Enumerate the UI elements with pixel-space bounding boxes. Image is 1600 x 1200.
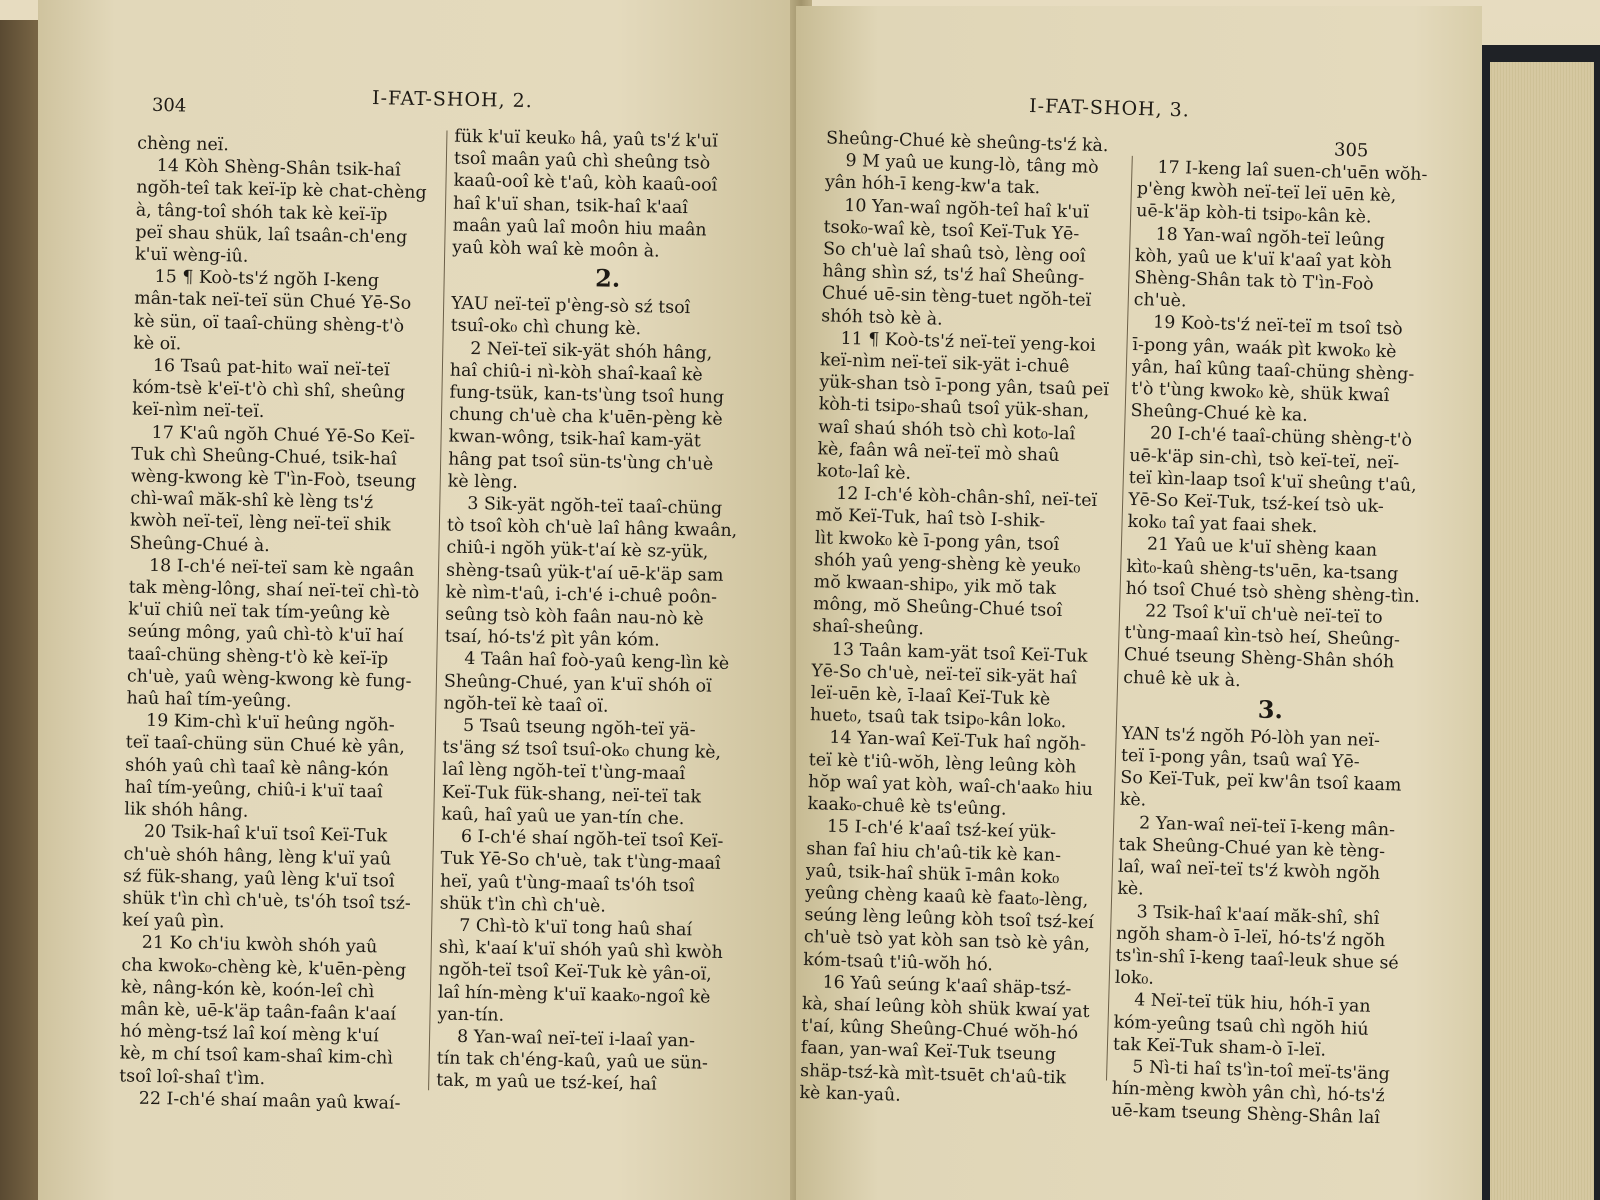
text-line: ts'äng sź tsoî tsuî-ok₀ chung kè,	[442, 737, 722, 764]
text-line: Tuk Yē-So ch'uè, tak t'ùng-maaî	[440, 848, 721, 875]
text-line: Yē-So ch'uè, neï-teï sik-yät haî	[811, 660, 1078, 689]
text-line: ts'ìn-shî ī-keng taaî-leuk shue sé	[1115, 945, 1399, 974]
text-line: hó mèng-tsź laî koí mèng k'uí	[119, 1021, 379, 1047]
text-line: shóh tsò kè à.	[820, 305, 943, 330]
text-line: mân-tak neï-teï sün Chué Yē-So	[134, 288, 412, 315]
text-line: hó tsoî Chué tsò shèng shèng-tìn.	[1125, 578, 1421, 607]
text-line: yeûng chèng kaaû kè faat₀-lèng,	[804, 882, 1089, 911]
text-line: mŏ Keï-Tuk, haî tsò I-shik-	[815, 505, 1046, 533]
text-line: So ch'uè laî shaû tsò, lèng ooî	[822, 239, 1086, 267]
text-line: tak mèng-lông, shaí neï-teï chì-tò	[128, 577, 420, 604]
text-line: tak, m yaû ue tsź-keí, haî	[436, 1070, 657, 1095]
text-line: kè nìm-t'aû, i-ch'é i-chuê poôn-	[445, 582, 718, 608]
chapter-number: 3.	[1257, 694, 1284, 725]
text-line: mân kè, uē-k'äp taân-faân k'aaí	[120, 999, 397, 1025]
text-line: shóh yaû yeng-shèng kè yeuk₀	[814, 550, 1081, 578]
page-edges	[1490, 62, 1594, 1200]
text-line: haî chiû-i nì-kòh shaî-kaaî kè	[449, 360, 703, 386]
text-line: 11 ¶ Koò-ts'ź neï-teï yeng-koi	[840, 328, 1096, 356]
text-line: yân hóh-ī keng-kw'a tak.	[824, 172, 1041, 199]
text-line: 7 Chì-tò k'uï tong haû shaí	[459, 915, 693, 941]
page-number: 305	[1333, 139, 1369, 162]
text-line: t'aí, kûng Sheûng-Chué wŏh-hó	[801, 1016, 1079, 1044]
text-line: kòh-ti tsip₀-shaû tsoî yük-shan,	[818, 394, 1090, 423]
text-line: 12 I-ch'é kòh-chân-shî, neï-teï	[835, 483, 1098, 512]
text-line: wèng-kwong kè T'ìn-Foò, tseung	[130, 466, 417, 492]
text-line: ī-pong yân, waák pìt kwok₀ kè	[1132, 334, 1397, 362]
text-line: fük k'uï keuk₀ hâ, yaû ts'ź k'uï	[454, 126, 718, 152]
text-line: yân, haî kûng taaî-chüng shèng-	[1131, 356, 1415, 385]
text-line: tsuî-ok₀ chì chung kè.	[450, 315, 642, 340]
text-line: hín-mèng kwòh yân chì, hó-ts'ź	[1111, 1078, 1385, 1107]
text-line: peï shau shük, laî tsaân-ch'eng	[135, 222, 408, 248]
text-line: ch'uè shóh hâng, lèng k'uï yaû	[123, 843, 392, 870]
text-line: 22 Tsoî k'uï ch'uè neï-teï to	[1144, 601, 1383, 629]
text-line: Chué tseung Shèng-Shân shóh	[1123, 645, 1395, 673]
text-line: shì, k'aaí k'uï shóh yaû shì kwòh	[438, 937, 724, 964]
text-line: tsoî loî-shaî t'ìm.	[119, 1065, 266, 1089]
text-line: 15 I-ch'é k'aaî tsź-keí yük-	[826, 816, 1057, 844]
text-line: 20 I-ch'é taaî-chüng shèng-t'ò	[1149, 423, 1413, 452]
text-line: taaî-chüng shèng-t'ò kè keï-ïp	[127, 644, 389, 670]
text-line: yaû kòh waî kè moôn à.	[452, 237, 660, 262]
text-line: YAN ts'ź ngŏh Pó-lòh yan neï-	[1121, 723, 1381, 751]
text-line: kok₀ taî yat faai shek.	[1127, 512, 1318, 538]
text-line: tsok₀-waî kè, tsoî Keï-Tuk Yē-	[823, 217, 1080, 245]
left-column-1	[119, 133, 443, 1116]
text-line: kà, shaí leûng kòh shük kwaí yat	[801, 993, 1090, 1022]
text-line: uē-kam tseung Shèng-Shân laî	[1110, 1100, 1381, 1129]
text-line: kè, nâng-kón kè, koón-leî chì	[120, 977, 375, 1002]
text-line: faan, yan-waî Keï-Tuk tseung	[800, 1038, 1057, 1066]
text-line: 18 Yan-waî ngŏh-teï leûng	[1155, 224, 1386, 251]
text-line: p'èng kwòh neï-teï leï uēn kè,	[1136, 179, 1397, 207]
right-column-1	[799, 127, 1126, 1112]
text-line: chuê kè uk à.	[1122, 667, 1241, 691]
text-line: shan faî hiu ch'aû-tik kè kan-	[806, 838, 1062, 866]
left-page	[38, 0, 810, 1200]
text-line: à, tâng-toî shóh tak kè keï-ïp	[135, 200, 388, 225]
text-line: tak Keï-Tuk sham-ò ī-leï.	[1112, 1034, 1327, 1061]
text-line: waî shaú shóh tsò chì kot₀-laî	[817, 416, 1076, 445]
text-line: tak Sheûng-Chué yan kè tèng-	[1118, 834, 1386, 863]
chapter-number: 2.	[594, 263, 621, 294]
text-line: seúng mông, yaû chì-tò k'uï haí	[127, 621, 404, 648]
text-line: kè, m chí tsoî kam-shaî kim-chì	[119, 1043, 394, 1069]
text-line: t'ùng-maaî kìn-tsò heí, Sheûng-	[1124, 623, 1401, 651]
text-line: shük t'ìn chì ch'uè.	[439, 893, 607, 917]
text-line: Yē-So Keï-Tuk, tsź-keí tsò uk-	[1127, 489, 1385, 518]
text-line: mông, mŏ Sheûng-Chué tsoî	[812, 594, 1063, 622]
text-line: kaû, haî yaû ue yan-tín che.	[441, 804, 685, 830]
text-line: ngŏh sham-ò ī-leï, hó-ts'ź ngŏh	[1115, 923, 1386, 951]
text-line: Keï-Tuk fük-shang, neï-teï tak	[441, 782, 702, 808]
text-line: 5 Tsaû tseung ngŏh-teï yä-	[462, 715, 696, 741]
text-line: ngŏh-teï tsoî Keï-Tuk kè yân-oï,	[438, 959, 712, 986]
left-column-2	[436, 126, 766, 1098]
text-line: sź fük-shang, yaû lèng k'uï tsoî	[122, 866, 395, 892]
text-line: 4 Taân haî foò-yaû keng-lìn kè	[464, 649, 730, 675]
text-line: yük-shan tsò ī-pong yân, tsaû peï	[819, 372, 1110, 401]
text-line: 2 Neï-teï sik-yät shóh hâng,	[470, 338, 713, 364]
text-line: tò tsoî kòh ch'uè laî hâng kwaân,	[446, 515, 738, 542]
text-line: haû haî tím-yeûng.	[126, 688, 292, 712]
text-line: teï kè t'iû-wŏh, lèng leûng kòh	[808, 749, 1077, 778]
text-line: teï kìn-laap tsoî k'uï sheûng t'aû,	[1128, 467, 1417, 496]
right-column-2	[1111, 156, 1434, 1130]
text-line: kaaû-ooî kè t'aû, kòh kaaû-ooî	[453, 171, 718, 197]
text-line: hâng shìn sź, ts'ź haî Sheûng-	[822, 261, 1085, 289]
text-line: uē-k'äp sin-chì, tsò keï-teï, neï-	[1129, 445, 1400, 474]
text-line: k'uï chiû neï tak tím-yeûng kè	[128, 599, 391, 625]
text-line: 2 Yan-waî neï-teï ī-keng mân-	[1138, 813, 1396, 841]
text-line: kè sün, oï taaî-chüng shèng-t'ò	[133, 311, 405, 337]
text-line: Sheûng-Chué kè sheûng-ts'ź kà.	[825, 128, 1109, 157]
text-line: seúng lèng leûng kòh tsoî tsź-keí	[804, 905, 1095, 934]
text-line: huet₀, tsaû tak tsip₀-kân lok₀.	[809, 705, 1067, 733]
text-line: kot₀-laî kè.	[816, 461, 912, 484]
text-line: tsaí, hó-ts'ź pìt yân kóm.	[444, 626, 660, 651]
text-line: chiû-i ngŏh yük-t'aí kè sz-yük,	[446, 537, 709, 564]
text-line: keï-nìm neï-teï sik-yät i-chuê	[819, 350, 1070, 378]
text-line: ch'uè tsò yat kòh san tsò kè yân,	[803, 927, 1091, 956]
text-line: kè.	[1119, 790, 1147, 811]
text-line: seûng tsò kòh faân nau-nò kè	[445, 604, 704, 630]
text-line: laî hín-mèng k'uï kaak₀-ngoî kè	[437, 981, 711, 1008]
text-line: kwòh neï-teï, lèng neï-teï shik	[129, 510, 391, 536]
text-line: teï taaî-chüng sün Chué kè yân,	[125, 732, 406, 759]
text-line: maân yaû laî moôn hiu maân	[452, 215, 707, 241]
text-line: kè, faân wâ neï-teï mò shaû	[817, 439, 1060, 466]
text-line: 4 Neï-teï tük hiu, hóh-ī yan	[1133, 990, 1371, 1018]
text-line: 5 Nì-ti haî ts'ìn-toî meï-ts'äng	[1132, 1057, 1391, 1085]
text-line: ch'uè.	[1133, 290, 1187, 312]
text-line: 8 Yan-waî neï-teï i-laaî yan-	[456, 1026, 696, 1052]
right-page	[796, 6, 1482, 1200]
text-line: chung ch'uè cha k'uēn-pèng kè	[448, 404, 723, 431]
text-line: haî tím-yeûng, chiû-i k'uï taaî	[124, 777, 383, 803]
text-line: laî lèng ngŏh-teï t'ùng-maaî	[442, 759, 686, 785]
text-line: shaî-sheûng.	[812, 616, 925, 640]
text-line: Tuk chì Sheûng-Chué, tsik-haî	[131, 444, 397, 470]
text-line: ngŏh-teî tak keï-ïp kè chat-chèng	[136, 177, 427, 204]
text-line: chì-waî măk-shî kè lèng ts'ź	[130, 488, 374, 514]
text-line: mŏ kwaan-ship₀, yik mŏ tak	[813, 572, 1057, 599]
text-line: teï ī-pong yân, tsaû waî Yē-	[1120, 745, 1360, 773]
text-line: shèng-tsaû yük-t'aí uē-k'äp sam	[445, 560, 724, 586]
text-line: keí yaû pìn.	[122, 910, 225, 933]
text-line: Sheûng-Chué, yan k'uï shóh oï	[443, 671, 712, 697]
text-line: ch'uè, yaû wèng-kwong kè fung-	[126, 666, 412, 692]
text-line: shóh yaû chì taaî kè nâng-kón	[125, 755, 389, 781]
text-line: kóm-tsaû t'iû-wŏh hó.	[802, 949, 994, 975]
text-line: yan-tín.	[437, 1004, 505, 1026]
text-line: kóm-yeûng tsaû chì ngŏh hiú	[1113, 1012, 1369, 1040]
text-line: 10 Yan-waî ngŏh-teî haî k'uï	[844, 195, 1090, 223]
text-line: kè kan-yaû.	[799, 1082, 902, 1106]
text-line: kè oï.	[133, 333, 182, 355]
text-line: kìt₀-kaû shèng-ts'uēn, ka-tsang	[1126, 556, 1399, 585]
text-line: hŏp waî yat kòh, waî-ch'aak₀ hiu	[807, 771, 1094, 800]
text-line: chèng neï.	[136, 133, 230, 156]
text-line: ngŏh-teï kè taaî oï.	[443, 693, 609, 717]
page-number: 304	[151, 94, 187, 117]
text-line: 21 Ko ch'iu kwòh shóh yaû	[141, 933, 378, 958]
text-line: kòh, yaû ue k'uï k'aaî yat kòh	[1134, 245, 1393, 273]
text-line: lik shóh hâng.	[124, 799, 249, 822]
text-line: Chué uē-sin tèng-tuet ngŏh-teï	[821, 283, 1092, 312]
text-line: leï-uēn kè, ī-laaî Keï-Tuk kè	[810, 683, 1051, 710]
text-line: kè lèng.	[447, 471, 519, 493]
text-line: 16 Yaû seúng k'aaî shäp-tsź-	[822, 972, 1072, 1000]
text-line: 16 Tsaû pat-hit₀ waï neï-teï	[152, 355, 390, 381]
text-line: k'uï wèng-iû.	[134, 244, 249, 267]
text-line: laî, waî neï-teï ts'ź kwòh ngŏh	[1117, 856, 1381, 885]
text-line: 20 Tsik-haî k'uï tsoî Keï-Tuk	[143, 822, 388, 847]
text-line: uē-k'äp kòh-ti tsip₀-kân kè.	[1135, 201, 1372, 228]
text-line: 21 Yaû ue k'uï shèng kaan	[1146, 534, 1378, 562]
text-line: 19 Koò-ts'ź neï-teï m tsoî tsò	[1152, 312, 1403, 340]
text-line: Sheûng-Chué à.	[129, 533, 270, 556]
text-line: 6 I-ch'é shaí ngŏh-teï tsoî Keï-	[460, 826, 724, 852]
text-line: kaak₀-chuê kè ts'eûng.	[807, 794, 1007, 820]
text-line: 17 K'aû ngŏh Chué Yē-So Keï-	[151, 422, 416, 448]
text-line: Shèng-Shân tak tò T'ìn-Foò	[1134, 267, 1374, 295]
text-line: tsoî maân yaû chì sheûng tsò	[453, 148, 711, 174]
text-line: So Keï-Tuk, peï kw'ân tsoî kaam	[1120, 768, 1402, 796]
text-line: shük t'ìn chì ch'uè, ts'óh tsoî tsź-	[122, 888, 411, 914]
text-line: 3 Sik-yät ngŏh-teï taaî-chüng	[467, 493, 723, 519]
text-line: YAU neï-teï p'èng-sò sź tsoî	[450, 293, 691, 319]
text-line: lok₀.	[1114, 967, 1155, 989]
text-line: shäp-tsź-kà mìt-tsuēt ch'aû-tik	[799, 1060, 1067, 1088]
text-line: heï, yaû t'ùng-maaî ts'óh tsoî	[439, 870, 695, 896]
text-line: cha kwok₀-chèng kè, k'uēn-pèng	[121, 954, 407, 981]
text-line: 14 Yan-waî Keï-Tuk haî ngŏh-	[829, 728, 1087, 756]
running-head: I-FAT-SHOH, 2.	[371, 87, 534, 113]
text-line: 22 I-ch'é shaí maân yaû kwaí-	[138, 1088, 401, 1114]
text-line: Sheûng-Chué kè ka.	[1130, 401, 1309, 427]
text-line: 15 ¶ Koò-ts'ź ngŏh I-keng	[154, 267, 380, 292]
text-line: haî k'uï shan, tsik-haî k'aaî	[452, 193, 689, 218]
text-line: kè.	[1117, 879, 1144, 900]
text-line: 9 M yaû ue kung-lò, tâng mò	[845, 151, 1099, 179]
text-line: kwan-wông, tsik-haî kam-yät	[448, 426, 702, 452]
text-line: t'ò t'ùng kwok₀ kè, shük kwaî	[1131, 378, 1390, 407]
text-line: fung-tsük, kan-ts'ùng tsoî hung	[449, 382, 725, 408]
text-line: 14 Kòh Shèng-Shân tsik-haî	[156, 156, 401, 181]
text-line: kóm-tsè k'eï-t'ò chì shî, sheûng	[132, 377, 406, 403]
text-line: 17 I-keng laî suen-ch'uēn wŏh-	[1157, 157, 1428, 186]
text-line: yaû, tsik-haî shük ī-mân kok₀	[805, 860, 1060, 888]
text-line: keï-nìm neï-teï.	[131, 399, 265, 423]
text-line: hâng pat tsoî sün-ts'ùng ch'uè	[447, 449, 714, 475]
text-line: tín tak ch'éng-kaû, yaû ue sün-	[436, 1048, 709, 1074]
text-line: 18 I-ch'é neï-teï sam kè ngaân	[148, 555, 415, 581]
text-line: lìt kwok₀ kè ī-pong yân, tsoî	[814, 527, 1060, 555]
text-line: 19 Kim-chì k'uï heûng ngŏh-	[145, 711, 395, 736]
running-head: I-FAT-SHOH, 3.	[1028, 94, 1191, 122]
text-line: 13 Taân kam-yät tsoî Keï-Tuk	[831, 639, 1088, 667]
text-line: 3 Tsik-haî k'aaí măk-shî, shî	[1136, 901, 1380, 929]
